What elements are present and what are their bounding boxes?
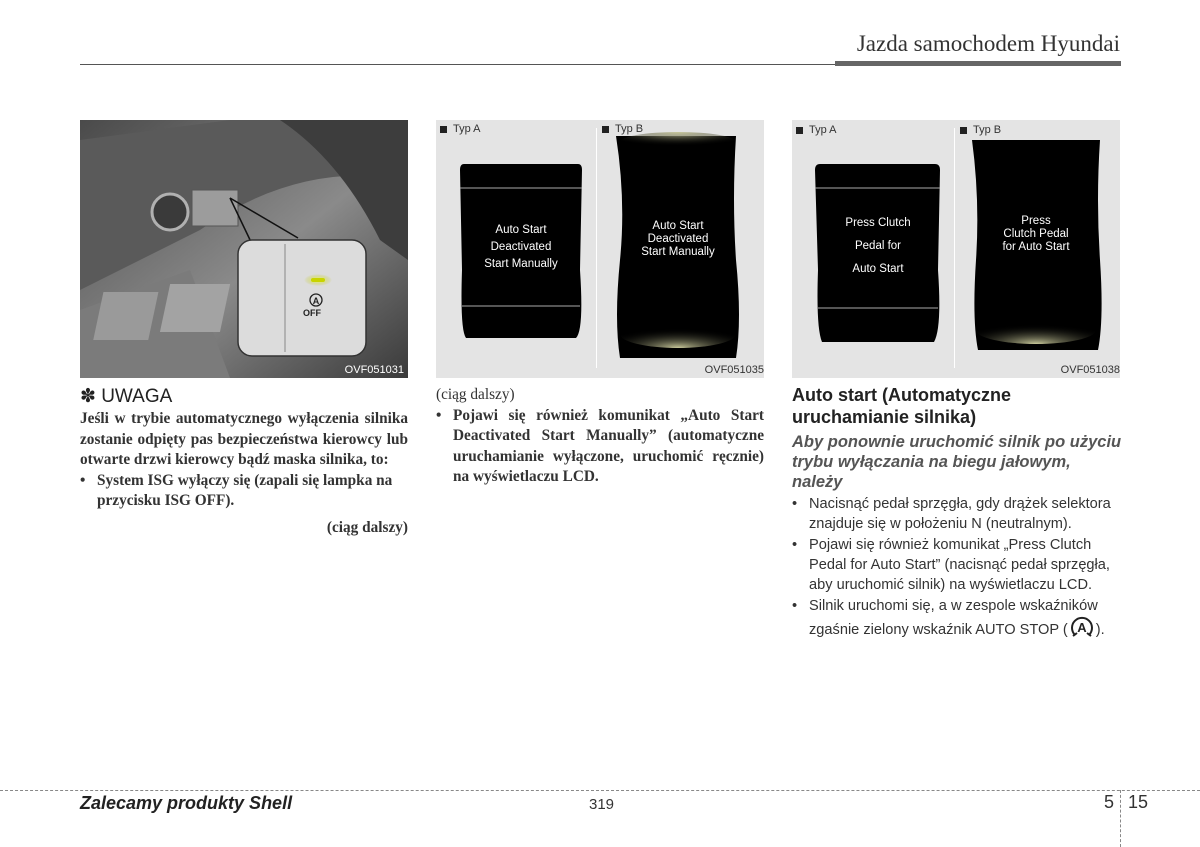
lcd-message-type-a [462, 212, 580, 282]
lcd-line: for Auto Start [1002, 240, 1070, 253]
continued-note: (ciąg dalszy) [326, 518, 408, 536]
lcd-line: Press Clutch [845, 216, 911, 229]
continued-note: (ciąg dalszy) [436, 386, 515, 403]
lcd-line: Press [1021, 214, 1051, 227]
dashboard-photo [80, 120, 408, 378]
type-b-label: Typ B [602, 123, 643, 135]
lcd-line: Start Manually [641, 245, 715, 258]
footer-vertical-divider [1120, 790, 1121, 847]
list-item: • System ISG wyłączy się (zapali się lampka na przycisku ISG OFF). [80, 471, 408, 512]
warning-title-text: UWAGA [101, 386, 173, 407]
warning-body [80, 409, 408, 538]
section-page-number: 15 [1128, 792, 1149, 812]
list-item-text: Silnik uruchomi się, a w zespole wskaźników zgaśnie zielony wskaźnik AUTO STOP ( [809, 598, 1098, 638]
warning-intro: Jeśli w trybie automatycznego wyłączenia silnika zostanie odpięty pas bezpieczeństwa kierowcy lub otwarte drzwi kierowcy bądź maska silnika, to: [80, 410, 408, 468]
lcd-line: Deactivated [647, 232, 709, 245]
svg-text:A: A [312, 296, 320, 306]
running-header: Jazda samochodem Hyundai [856, 31, 1120, 56]
figure-code: OVF051031 [344, 364, 404, 376]
page-number: 319 [589, 796, 615, 813]
dashboard-illustration [80, 120, 408, 378]
lcd-message-type-a [818, 206, 938, 286]
lcd-line: Auto Start [852, 262, 904, 275]
footer-divider [0, 790, 1200, 791]
footer-note: Zalecamy produkty Shell [80, 793, 293, 813]
list-item: • Pojawi się również komunikat „Press Clutch Pedal for Auto Start” (nacisnąć pedał sprzęgła, aby uruchomić silnik) na wyświetlaczu LCD. [792, 535, 1122, 595]
section-number: 5 [1104, 792, 1115, 812]
header-accent-bar [835, 61, 1121, 66]
lcd-message-type-b [622, 214, 734, 264]
type-b-label: Typ B [960, 124, 1001, 136]
lcd-line: Pedal for [854, 239, 902, 252]
figure-code: OVF051038 [1060, 364, 1120, 376]
asterisk-icon: ✽ [80, 386, 96, 407]
lcd-figure-press-clutch [792, 120, 1120, 378]
middle-list [436, 406, 764, 488]
section-subheading: Aby ponownie uruchomić silnik po użyciu trybu wyłączania na biegu jałowym, należy [792, 433, 1122, 491]
list-item-end: ). [1095, 621, 1105, 638]
isg-off-label: OFF [303, 308, 321, 318]
lcd-line: Clutch Pedal [1003, 227, 1069, 240]
type-a-label: Typ A [440, 123, 481, 135]
type-a-label: Typ A [796, 124, 837, 136]
auto-stop-icon [1069, 616, 1095, 644]
section-heading: Auto start (Automatyczne uruchamianie silnika) [792, 385, 1012, 427]
list-item: • Nacisnąć pedał sprzęgła, gdy drążek selektora znajduje się w położeniu N (neutralnym). [792, 494, 1122, 534]
middle-column [436, 385, 764, 488]
warning-title [80, 385, 172, 408]
lcd-message-type-b [980, 212, 1092, 256]
list-item: • Pojawi się również komunikat „Auto Start Deactivated Start Manually” (automatyczne uruchamianie wyłączone, uruchomić ręcznie) na wyświetlaczu LCD. [436, 406, 764, 488]
lcd-figure-deactivated [436, 120, 764, 378]
figure-code: OVF051035 [704, 364, 764, 376]
list-item [792, 596, 1122, 644]
warning-list [80, 471, 408, 512]
svg-text:A: A [1077, 620, 1087, 635]
lcd-line: Auto Start [652, 219, 704, 232]
instruction-list [792, 494, 1122, 645]
lcd-line: Auto Start [495, 223, 547, 236]
lcd-line: Start Manually [484, 257, 558, 270]
lcd-line: Deactivated [490, 240, 552, 253]
